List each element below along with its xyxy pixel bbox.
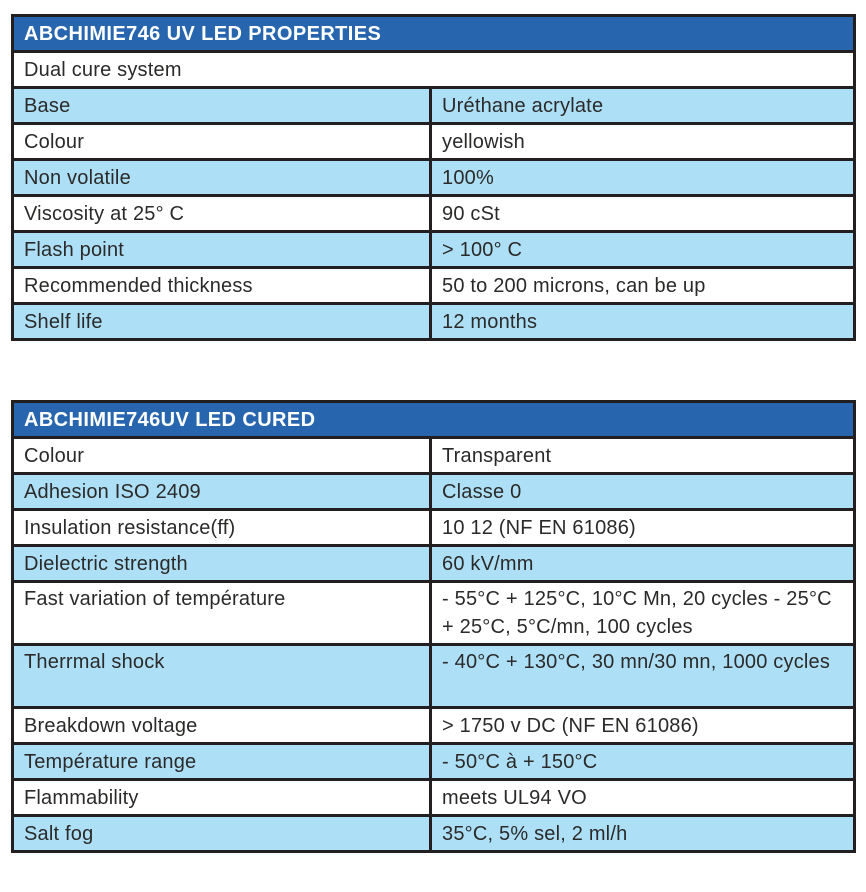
property-value: - 55°C + 125°C, 10°C Mn, 20 cycles - 25°C + 25°C, 5°C/mn, 100 cycles (431, 582, 855, 645)
table-row (13, 160, 855, 196)
table-row (13, 268, 855, 304)
table-row (13, 474, 855, 510)
property-label: Viscosity at 25° C (13, 196, 431, 232)
property-value: meets UL94 VO (431, 780, 855, 816)
property-value: Uréthane acrylate (431, 88, 855, 124)
property-label: Colour (13, 124, 431, 160)
property-label: Non volatile (13, 160, 431, 196)
property-value: 100% (431, 160, 855, 196)
property-value: 10 12 (NF EN 61086) (431, 510, 855, 546)
property-value: 35°C, 5% sel, 2 ml/h (431, 816, 855, 852)
table-row (13, 438, 855, 474)
property-value: > 1750 v DC (NF EN 61086) (431, 708, 855, 744)
property-label: Température range (13, 744, 431, 780)
table-subtitle: Dual cure system (13, 52, 855, 88)
property-label: Flammability (13, 780, 431, 816)
property-value: 50 to 200 microns, can be up (431, 268, 855, 304)
property-value: 90 cSt (431, 196, 855, 232)
table-header-row (13, 16, 855, 52)
table-row (13, 708, 855, 744)
table-row (13, 645, 855, 708)
property-value: - 40°C + 130°C, 30 mn/30 mn, 1000 cycles (431, 645, 855, 708)
property-label: Shelf life (13, 304, 431, 340)
property-label: Insulation resistance(ff) (13, 510, 431, 546)
property-value: 60 kV/mm (431, 546, 855, 582)
table-header-row (13, 402, 855, 438)
table-subtitle-row (13, 52, 855, 88)
property-label: Breakdown voltage (13, 708, 431, 744)
property-label: Recommended thickness (13, 268, 431, 304)
properties-table (11, 14, 856, 341)
property-value: > 100° C (431, 232, 855, 268)
property-label: Dielectric strength (13, 546, 431, 582)
table-title: ABCHIMIE746UV LED CURED (13, 402, 855, 438)
cured-table (11, 400, 856, 853)
property-value: 12 months (431, 304, 855, 340)
table-row (13, 232, 855, 268)
property-label: Therrmal shock (13, 645, 431, 708)
table-row (13, 744, 855, 780)
property-value: Classe 0 (431, 474, 855, 510)
table-row (13, 510, 855, 546)
property-label: Salt fog (13, 816, 431, 852)
property-label: Colour (13, 438, 431, 474)
property-label: Base (13, 88, 431, 124)
table-row (13, 780, 855, 816)
table-row (13, 582, 855, 645)
table-row (13, 546, 855, 582)
property-value: - 50°C à + 150°C (431, 744, 855, 780)
table-row (13, 124, 855, 160)
property-value: yellowish (431, 124, 855, 160)
table-row (13, 88, 855, 124)
property-label: Adhesion ISO 2409 (13, 474, 431, 510)
property-label: Flash point (13, 232, 431, 268)
property-label: Fast variation of température (13, 582, 431, 645)
table-title: ABCHIMIE746 UV LED PROPERTIES (13, 16, 855, 52)
table-row (13, 304, 855, 340)
property-value: Transparent (431, 438, 855, 474)
table-row (13, 196, 855, 232)
table-row (13, 816, 855, 852)
